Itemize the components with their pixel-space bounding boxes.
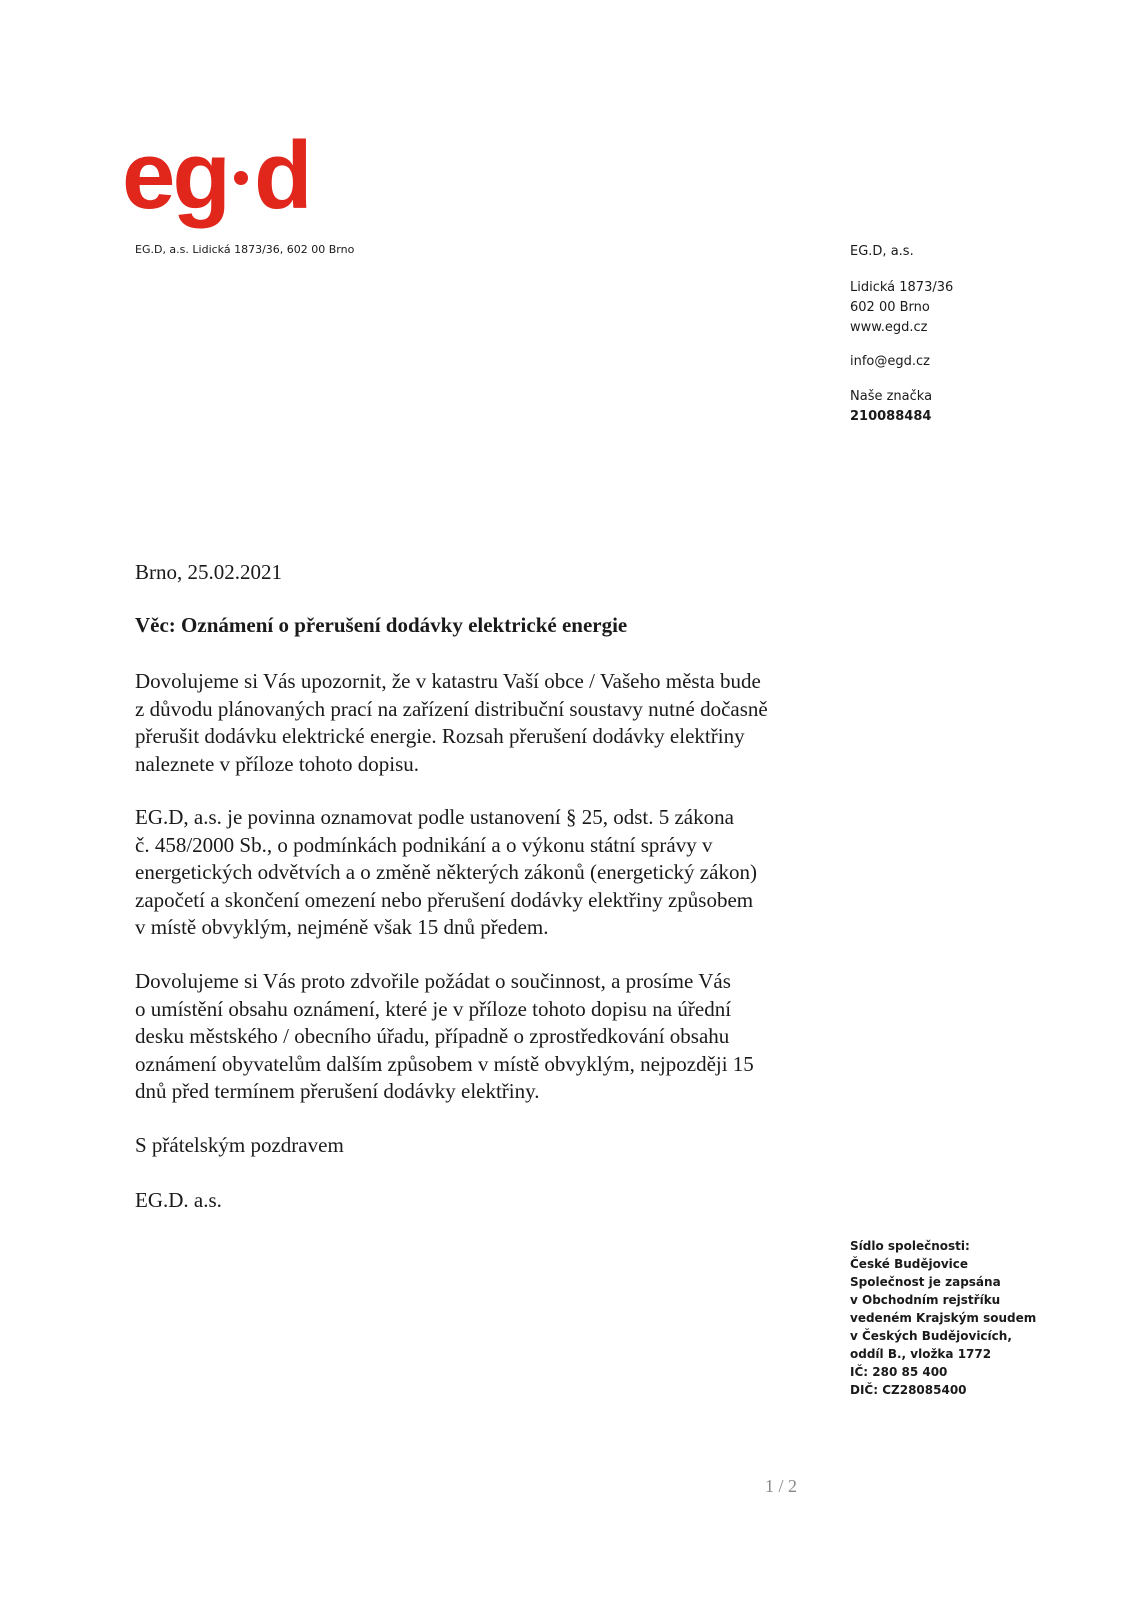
company-email: info@egd.cz xyxy=(850,354,930,369)
paragraph-line: dnů před termínem přerušení dodávky elektřiny. xyxy=(135,1079,540,1103)
seat-line: Společnost je zapsána xyxy=(850,1275,1001,1289)
reference-number: 210088484 xyxy=(850,409,932,424)
seat-line: oddíl B., vložka 1772 xyxy=(850,1347,992,1361)
paragraph-line: započetí a skončení omezení nebo přerušení dodávky elektřiny způsobem xyxy=(135,887,754,912)
paragraph-line: Dovolujeme si Vás upozornit, že v katastru Vaší obce / Vašeho města bude xyxy=(135,669,761,693)
sender-address-line: EG.D, a.s. Lidická 1873/36, 602 00 Brno xyxy=(135,243,355,256)
paragraph-line: EG.D, a.s. je povinna oznamovat podle ustanovení § 25, odst. 5 zákona xyxy=(135,805,734,829)
egd-logo: eg d xyxy=(122,122,310,229)
paragraph-request xyxy=(135,968,835,1106)
paragraph-line: naleznete v příloze tohoto dopisu. xyxy=(135,751,420,776)
letter-subject: Věc: Oznámení o přerušení dodávky elektrické energie xyxy=(135,613,628,637)
seat-line: Sídlo společnosti: xyxy=(850,1239,970,1253)
company-address xyxy=(850,278,953,338)
logo-dot xyxy=(234,171,248,185)
paragraph-line: č. 458/2000 Sb., o podmínkách podnikání a o výkonu státní správy v xyxy=(135,832,713,857)
seat-line: v Obchodním rejstříku xyxy=(850,1293,1001,1307)
paragraph-line: oznámení obyvatelům dalším způsobem v místě obvyklým, nejpozději 15 xyxy=(135,1051,754,1076)
paragraph-line: Dovolujeme si Vás proto zdvořile požádat o součinnost, a prosíme Vás xyxy=(135,969,731,993)
seat-line: IČ: 280 85 400 xyxy=(850,1365,948,1379)
paragraph-line: energetických odvětvích a o změně některých zákonů (energetický zákon) xyxy=(135,860,757,884)
paragraph-notice xyxy=(135,668,835,778)
paragraph-legal xyxy=(135,804,835,942)
reference-block xyxy=(850,387,932,427)
paragraph-line: desku městského / obecního úřadu, případně o zprostředkování obsahu xyxy=(135,1024,730,1048)
letter-signature: EG.D. a.s. xyxy=(135,1188,222,1212)
paragraph-line: v místě obvyklým, nejméně však 15 dnů předem. xyxy=(135,915,549,939)
letter-greeting: S přátelským pozdravem xyxy=(135,1133,344,1157)
address-street: Lidická 1873/36 xyxy=(850,280,954,295)
seat-line: v Českých Budějovicích, xyxy=(850,1329,1012,1343)
paragraph-line: přerušit dodávku elektrické energie. Rozsah přerušení dodávky elektřiny xyxy=(135,724,745,748)
paragraph-line: o umístění obsahu oznámení, které je v příloze tohoto dopisu na úřední xyxy=(135,996,732,1021)
seat-line: DIČ: CZ28085400 xyxy=(850,1383,967,1397)
seat-line: České Budějovice xyxy=(850,1257,969,1271)
page-number: 1 / 2 xyxy=(765,1476,798,1496)
letter-date: Brno, 25.02.2021 xyxy=(135,560,282,584)
paragraph-line: z důvodu plánovaných prací na zařízení distribuční soustavy nutné dočasně xyxy=(135,696,768,721)
company-seat-info xyxy=(850,1237,1036,1399)
reference-label: Naše značka xyxy=(850,389,933,404)
seat-line: vedeném Krajským soudem xyxy=(850,1311,1037,1325)
address-city: 602 00 Brno xyxy=(850,300,930,315)
company-name: EG.D, a.s. xyxy=(850,244,914,259)
company-website: www.egd.cz xyxy=(850,320,928,335)
